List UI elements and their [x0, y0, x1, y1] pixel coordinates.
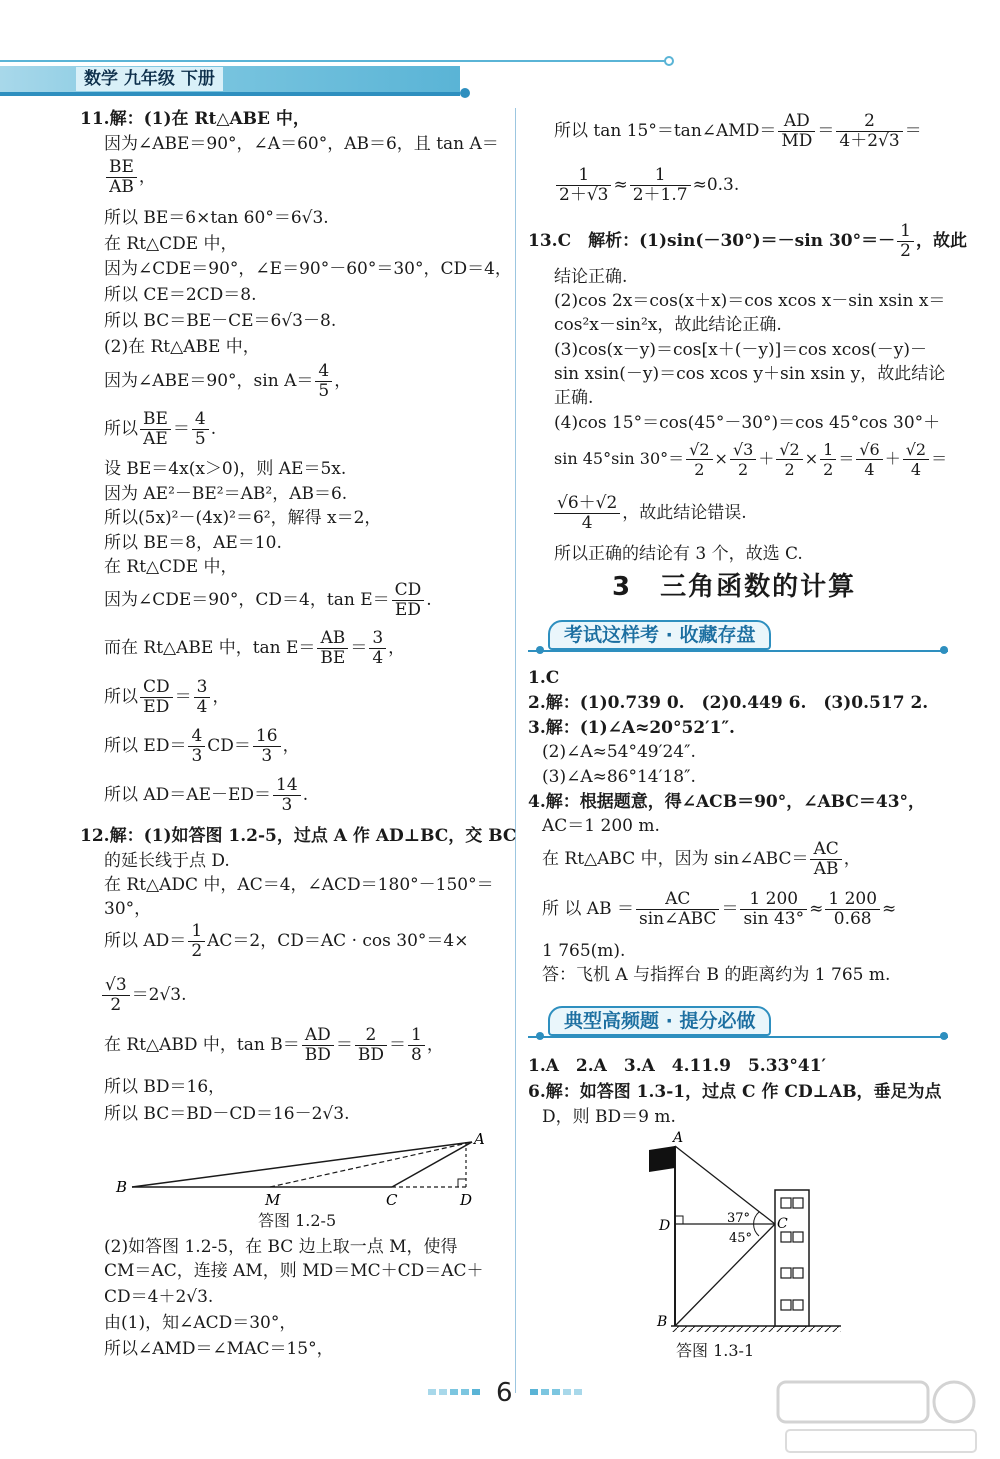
figure-caption: 答图 1.3-1 [676, 1341, 755, 1360]
label-c: C [386, 1191, 398, 1209]
q12-line-11: CM＝AC，连接 AM，则 MD＝MC＋CD＝AC＋ [104, 1261, 484, 1281]
fraction: $\frac{1 200}{\sin 43^\circ}$ [740, 890, 807, 929]
fraction: $\frac{4}{3}$ [188, 727, 205, 766]
right-angle-mark [675, 1216, 683, 1224]
a-line-6: 4.解：根据题意，得∠ACB＝90°，∠ABC＝43°， [528, 792, 926, 812]
fraction: $\frac{3}{4}$ [369, 629, 386, 668]
fraction: $\frac{AB}{BE}$ [317, 629, 348, 668]
banner-dot-icon [940, 1032, 948, 1040]
watermark-logo-icon [776, 1380, 986, 1456]
q11-line-10: 因为∠ABE＝90°，sin A＝ $\frac{4}{5}$ ， [104, 361, 352, 401]
fraction: $\frac{AC}{\text{sin∠ABC}}$ [636, 890, 719, 929]
q11-line-7: 所以 CE＝2CD＝8. [104, 285, 257, 305]
banner-typical [528, 1006, 948, 1040]
q11-line-4: 所以 BE＝6×tan 60°＝6√3. [104, 208, 329, 228]
q11-line-21: 所以 AD＝AE－ED＝ $\frac{14}{3}$ . [104, 775, 309, 815]
fraction: $\frac{√2}{2}$ [686, 440, 712, 479]
page-number: 6 [496, 1378, 513, 1408]
q12-line-5: 所以 AD＝ $\frac{1}{2}$ AC＝2，CD＝AC · cos 30°＝4× [104, 921, 469, 961]
q11-line-5: 在 Rt△CDE 中， [104, 234, 238, 254]
page-number-deco [428, 1388, 488, 1396]
line-ac [392, 1142, 472, 1187]
q12-line-8: 所以 BD＝16， [104, 1077, 226, 1097]
fraction: $\frac{1}{2}$ [897, 222, 914, 261]
b-line-2: 6.解：如答图 1.3-1，过点 C 作 CD⊥AB，垂足为点 [528, 1082, 942, 1102]
label-d: D [460, 1191, 473, 1209]
a-line-2: 2.解：(1)0.739 0. (2)0.449 6. (3)0.517 2. [528, 693, 929, 713]
a-line-4: (2)∠A≈54°49′24″. [542, 742, 696, 762]
fraction: $\frac{1}{2}$ [820, 440, 836, 479]
q11-line-6: 因为∠CDE＝90°，∠E＝90°－60°＝30°，CD＝4， [104, 259, 512, 279]
section-title [612, 566, 856, 603]
q13-line-6: sin xsin(－y)＝cos xcos y＋sin xsin y，故此结论 [554, 364, 946, 384]
page-number-deco [530, 1388, 590, 1396]
fraction: $\frac{√2}{4}$ [903, 440, 929, 479]
header-rule [0, 60, 668, 62]
q12-line-12: CD＝4＋2√3. [104, 1287, 214, 1307]
r-line-1: 所以 tan 15°＝tan∠AMD＝ $\frac{AD}{MD}$ ＝ $\frac{2}{4+2√3}$ ＝ [554, 111, 922, 151]
fraction: $\frac{√3}{2}$ [730, 440, 756, 479]
q13-line-7: 正确. [554, 388, 594, 408]
header-band-underline [0, 92, 460, 96]
fraction: $\frac{2}{4+2√3}$ [836, 112, 902, 151]
q12-line-1: 12.解：(1)如答图 1.2-5，过点 A 作 AD⊥BC，交 BC [80, 826, 517, 846]
label-a: A [474, 1130, 485, 1148]
building [775, 1190, 809, 1326]
q13-line-5: (3)cos(x－y)＝cos[x＋(－y)]＝cos xcos(－y)－ [554, 340, 928, 360]
fraction: $\frac{√6}{4}$ [856, 440, 882, 479]
fraction: $\frac{BE}{AE}$ [140, 410, 171, 449]
fraction: $\frac{4}{5}$ [315, 362, 332, 401]
section-name: 三角函数的计算 [660, 572, 857, 602]
a-line-9: 所 以 AB ＝ $\frac{AC}{\text{sin∠ABC}}$ ＝ $\frac{1 200}{\sin 43^\circ}$ ≈ $\frac{1 200}{0.68}$ ≈ [542, 889, 897, 929]
banner-dot-icon [536, 1032, 544, 1040]
b-line-1: 1.A 2.A 3.A 4.11.9 5.33°41′ [528, 1056, 827, 1076]
a-line-8: 在 Rt△ABC 中，因为 sin∠ABC＝ $\frac{AC}{AB}$ ， [542, 839, 861, 879]
angle-45-label: 45° [729, 1231, 753, 1246]
q11-line-18: 而在 Rt△ABE 中，tan E＝ $\frac{AB}{BE}$ ＝ $\frac{3}{4}$ ， [104, 628, 406, 668]
fraction: $\frac{CD}{ED}$ [392, 581, 425, 620]
figure-caption: 答图 1.2-5 [258, 1211, 337, 1230]
q13-line-3: (2)cos 2x＝cos(x＋x)＝cos xcos x－sin xsin x＝ [554, 291, 946, 311]
banner-dot-icon [536, 646, 544, 654]
line-ca [675, 1146, 775, 1224]
figure-1-3-1 [645, 1128, 855, 1338]
column-divider [515, 108, 516, 1393]
fraction: $\frac{√2}{2}$ [776, 440, 802, 479]
page-header [0, 52, 680, 96]
fraction: $\frac{14}{3}$ [273, 776, 301, 815]
q11-line-8: 所以 BC＝BE－CE＝6√3－8. [104, 311, 337, 331]
fraction: $\frac{AD}{MD}$ [778, 112, 815, 151]
q11-line-1: 11.解：(1)在 Rt△ABE 中， [80, 109, 310, 129]
a-line-7: AC＝1 200 m. [542, 816, 660, 836]
q11-line-15: 所以 BE＝8，AE＝10. [104, 533, 282, 553]
fraction: $\frac{√6+√2}{4}$ [554, 494, 620, 533]
label-a: A [673, 1130, 684, 1146]
q11-line-2: 因为∠ABE＝90°，∠A＝60°，AB＝6，且 tan A＝ [104, 134, 499, 154]
q11-line-11: 所以 $\frac{BE}{AE}$ ＝ $\frac{4}{5}$ . [104, 409, 217, 449]
fraction: $\frac{CD}{ED}$ [140, 678, 173, 717]
q12-line-14: 所以∠AMD＝∠MAC＝15°， [104, 1339, 334, 1359]
q13-line-8: (4)cos 15°＝cos(45°－30°)＝cos 45°cos 30°＋ [554, 413, 941, 433]
q12-line-3: 在 Rt△ADC 中，AC＝4，∠ACD＝180°－150°＝ [104, 875, 494, 895]
q12-line-10: (2)如答图 1.2-5，在 BC 边上取一点 M，使得 [104, 1237, 458, 1257]
q12-line-13: 由(1)，知∠ACD＝30°， [104, 1313, 297, 1333]
a-line-11: 答：飞机 A 与指挥台 B 的距离约为 1 765 m. [542, 965, 891, 985]
fraction: $\frac{1}{2+√3}$ [556, 166, 611, 205]
a-line-10: 1 765(m). [542, 941, 626, 961]
q13-line-10: $\frac{√6+√2}{4}$ ，故此结论错误. [552, 494, 747, 533]
right-angle-mark [458, 1179, 466, 1187]
fraction: $\frac{16}{3}$ [253, 727, 281, 766]
fraction: $\frac{BE}{AB}$ [106, 158, 137, 197]
q13-line-1: 13.C 解析：(1)sin(－30°)＝－sin 30°＝－ $\frac{1}{2}$ ，故此 [528, 221, 967, 261]
line-cb [675, 1224, 775, 1326]
r-line-2: $\frac{1}{2+√3}$ ≈ $\frac{1}{2+1.7}$ ≈0.3. [554, 166, 739, 205]
fraction: $\frac{1}{2+1.7}$ [630, 166, 691, 205]
q11-line-9: (2)在 Rt△ABE 中， [104, 337, 260, 357]
label-c: C [777, 1216, 788, 1232]
q12-line-4: 30°， [104, 899, 152, 919]
label-m: M [265, 1191, 281, 1209]
q11-line-20: 所以 ED＝ $\frac{4}{3}$ CD＝ $\frac{16}{3}$ ， [104, 726, 300, 766]
fraction: $\frac{4}{5}$ [192, 410, 209, 449]
q12-line-2: 的延长线于点 D. [104, 851, 230, 871]
fraction: $\frac{√3}{2}$ [102, 976, 130, 1015]
q12-line-9: 所以 BC＝BD－CD＝16－2√3. [104, 1104, 350, 1124]
a-line-3: 3.解：(1)∠A≈20°52′1″. [528, 718, 735, 738]
header-title: 数学 九年级 下册 [76, 67, 223, 91]
header-band [0, 66, 460, 92]
q13-line-4: cos²x－sin²x，故此结论正确. [554, 315, 782, 335]
fraction: $\frac{1 200}{0.68}$ [825, 890, 880, 929]
a-line-5: (3)∠A≈86°14′18″. [542, 767, 696, 787]
banner-dot-icon [940, 646, 948, 654]
q11-line-3: $\frac{BE}{AB}$ ， [104, 158, 156, 197]
b-line-3: D，则 BD＝9 m. [542, 1107, 676, 1127]
label-b: B [657, 1314, 668, 1330]
angle-37-label: 37° [727, 1211, 751, 1226]
q11-line-16: 在 Rt△CDE 中， [104, 557, 238, 577]
q13-line-2: 结论正确. [554, 267, 628, 287]
q13-line-9: sin 45°sin 30°＝ $\frac{√2}{2}$ × $\frac{√3}{2}$ ＋ $\frac{√2}{2}$ × $\frac{1}{2}$ ＝ $\frac{√6}{4}$ ＋ $\frac{√2}{4}$ ＝ [554, 440, 948, 479]
q11-line-17: 因为∠CDE＝90°，CD＝4，tan E＝ $\frac{CD}{ED}$ . [104, 580, 432, 620]
q11-line-13: 因为 AE²－BE²＝AB²，AB＝6. [104, 484, 348, 504]
label-b: B [116, 1178, 128, 1196]
q13-line-11: 所以正确的结论有 3 个，故选 C. [554, 544, 803, 564]
label-d: D [659, 1218, 671, 1234]
header-dot-icon [664, 56, 674, 66]
a-line-1: 1.C [528, 668, 560, 688]
fraction: $\frac{AC}{AB}$ [810, 840, 841, 879]
fraction: $\frac{1}{2}$ [188, 922, 205, 961]
q11-line-19: 所以 $\frac{CD}{ED}$ ＝ $\frac{3}{4}$ ， [104, 677, 230, 717]
banner-exam-label: 考试这样考 · 收藏存盘 [548, 620, 771, 650]
fraction: $\frac{2}{BD}$ [355, 1026, 387, 1065]
banner-typical-label: 典型高频题 · 提分必做 [548, 1006, 771, 1036]
banner-exam [528, 620, 948, 654]
q12-line-6: $\frac{√3}{2}$ ＝2√3. [100, 976, 187, 1015]
q11-line-12: 设 BE＝4x(x＞0)，则 AE＝5x. [104, 459, 347, 479]
fraction: $\frac{1}{8}$ [408, 1026, 425, 1065]
fraction: $\frac{3}{4}$ [194, 678, 211, 717]
q12-line-7: 在 Rt△ABD 中，tan B＝ $\frac{AD}{BD}$ ＝ $\frac{2}{BD}$ ＝ $\frac{1}{8}$ ， [104, 1025, 444, 1065]
figure-1-2-5 [110, 1130, 490, 1210]
header-cap-icon [460, 88, 470, 98]
fraction: $\frac{AD}{BD}$ [302, 1026, 334, 1065]
ground-hatch [671, 1326, 841, 1332]
section-number: 3 [612, 572, 633, 602]
flag-icon [649, 1146, 675, 1172]
q11-line-14: 所以(5x)²－(4x)²＝6²，解得 x＝2， [104, 508, 382, 528]
